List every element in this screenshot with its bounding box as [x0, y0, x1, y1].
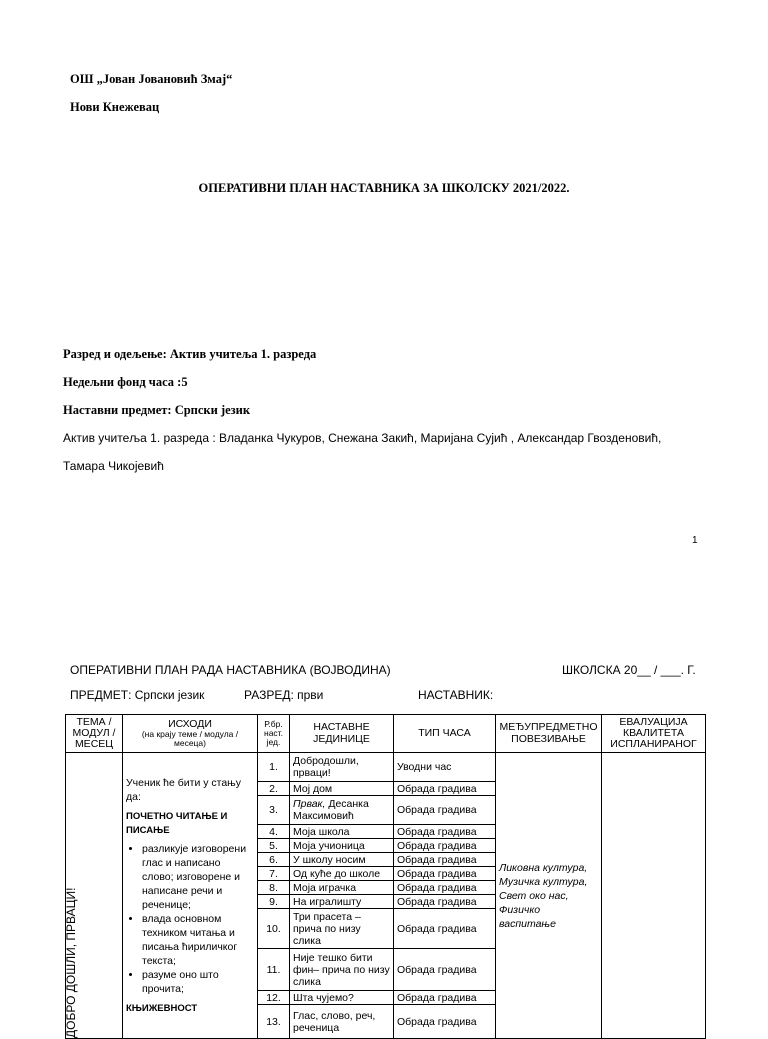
outcomes-section-reading: ПОЧЕТНО ЧИТАЊЕ И ПИСАЊЕ	[126, 810, 228, 836]
row-number: 9.	[258, 895, 290, 909]
class-type: Обрада градива	[394, 782, 496, 796]
school-town: Нови Кнежевац	[70, 100, 160, 114]
unit-name: Од куће до школе	[290, 867, 394, 881]
row-number: 6.	[258, 853, 290, 867]
subject-line: Наставни предмет: Српски језик	[63, 403, 251, 417]
row-number: 1.	[258, 753, 290, 782]
unit-name: Глас, слово, реч, реченица	[290, 1005, 394, 1039]
unit-name: Моја играчка	[290, 881, 394, 895]
unit-name: На игралишту	[290, 895, 394, 909]
outcomes-section-literature: КЊИЖЕВНОСТ	[126, 1002, 198, 1014]
class-type: Обрада градива	[394, 881, 496, 895]
class-type: Обрада градива	[394, 949, 496, 991]
header-outcomes-label: ИСХОДИ	[168, 718, 212, 731]
class-type: Обрада градива	[394, 825, 496, 839]
header-outcomes	[123, 715, 258, 753]
unit-name: Моја учионица	[290, 839, 394, 853]
plan-table	[65, 714, 706, 1039]
unit-name: Добродошли, прваци!	[290, 753, 394, 782]
teachers-line-2: Тамара Чикојевић	[63, 459, 164, 473]
theme-label: ДОБРО ДОШЛИ, ПРВАЦИ!	[64, 887, 78, 1038]
unit-name: Мој дом	[290, 782, 394, 796]
class-type: Обрада градива	[394, 867, 496, 881]
unit-name-rest: Десанка Максимовић	[293, 798, 369, 822]
page-number: 1	[692, 535, 698, 546]
header-evaluation: ЕВАЛУАЦИЈА КВАЛИТЕТА ИСПЛАНИРАНОГ	[602, 715, 706, 753]
class-type: Уводни час	[394, 753, 496, 782]
outcomes-list	[126, 842, 254, 996]
outcomes-intro: Ученик ће бити у стању да:	[126, 776, 241, 803]
outcome-item: • разуме оно што прочита;	[142, 968, 254, 996]
teachers-line-1: Актив учитеља 1. разреда : Владанка Чукуров, Снежана Закић, Маријана Сујић , Александар Гвозденовић,	[63, 431, 662, 445]
weekly-hours: Недељни фонд часа :5	[63, 375, 188, 389]
outcome-item: • влада основном техником читања и писања ћириличког текста;	[142, 912, 254, 968]
school-year: ШКОЛСКА 20__ / ___. Г.	[562, 663, 696, 677]
outcomes-cell	[123, 753, 258, 1039]
class-type: Обрада градива	[394, 909, 496, 949]
row-number: 13.	[258, 1005, 290, 1039]
header-number: Р.бр. наст. јед.	[258, 715, 290, 753]
row-number: 11.	[258, 949, 290, 991]
unit-name: У школу носим	[290, 853, 394, 867]
unit-name: Моја школа	[290, 825, 394, 839]
row-number: 4.	[258, 825, 290, 839]
row-number: 2.	[258, 782, 290, 796]
document-title: ОПЕРАТИВНИ ПЛАН НАСТАВНИКА ЗА ШКОЛСКУ 2021/2022.	[198, 181, 570, 195]
class-type: Обрада градива	[394, 796, 496, 825]
plan-title: ОПЕРАТИВНИ ПЛАН РАДА НАСТАВНИКА (ВОЈВОДИНА)	[70, 663, 391, 677]
class-type: Обрада градива	[394, 895, 496, 909]
unit-name-italic: Првак,	[293, 798, 326, 810]
unit-name	[290, 796, 394, 825]
header-outcomes-sub: (на крају теме / модула / месеца)	[141, 729, 239, 748]
header-correlation: МЕЂУПРЕДМЕТНО ПОВЕЗИВАЊЕ	[496, 715, 602, 753]
row-number: 8.	[258, 881, 290, 895]
theme-cell	[66, 753, 123, 1039]
plan-subject: ПРЕДМЕТ: Српски језик	[70, 688, 205, 702]
row-number: 10.	[258, 909, 290, 949]
row-number: 12.	[258, 991, 290, 1005]
evaluation-cell	[602, 753, 706, 1039]
class-type: Обрада градива	[394, 991, 496, 1005]
header-units: НАСТАВНЕ ЈЕДИНИЦЕ	[290, 715, 394, 753]
unit-name: Шта чујемо?	[290, 991, 394, 1005]
plan-teacher: НАСТАВНИК:	[418, 688, 494, 702]
row-number: 3.	[258, 796, 290, 825]
outcome-item: • разликује изговорени глас и написано слово; изговорене и написане речи и реченице;	[142, 842, 254, 912]
class-type: Обрада градива	[394, 853, 496, 867]
correlation-cell: Ликовна култура, Музичка култура, Свет око нас, Физичко васпитање	[496, 753, 602, 1039]
unit-name: Три прасета – прича по низу слика	[290, 909, 394, 949]
class-type: Обрада градива	[394, 839, 496, 853]
row-number: 5.	[258, 839, 290, 853]
plan-grade: РАЗРЕД: први	[244, 688, 324, 702]
grade-line: Разред и одељење: Актив учитеља 1. разреда	[63, 347, 317, 361]
school-name: ОШ „Јован Јовановић Змај“	[70, 72, 233, 86]
class-type: Обрада градива	[394, 1005, 496, 1039]
header-type: ТИП ЧАСА	[394, 715, 496, 753]
row-number: 7.	[258, 867, 290, 881]
header-theme: ТЕМА / МОДУЛ / МЕСЕЦ	[66, 715, 123, 753]
unit-name: Није тешко бити фин– прича по низу слика	[290, 949, 394, 991]
